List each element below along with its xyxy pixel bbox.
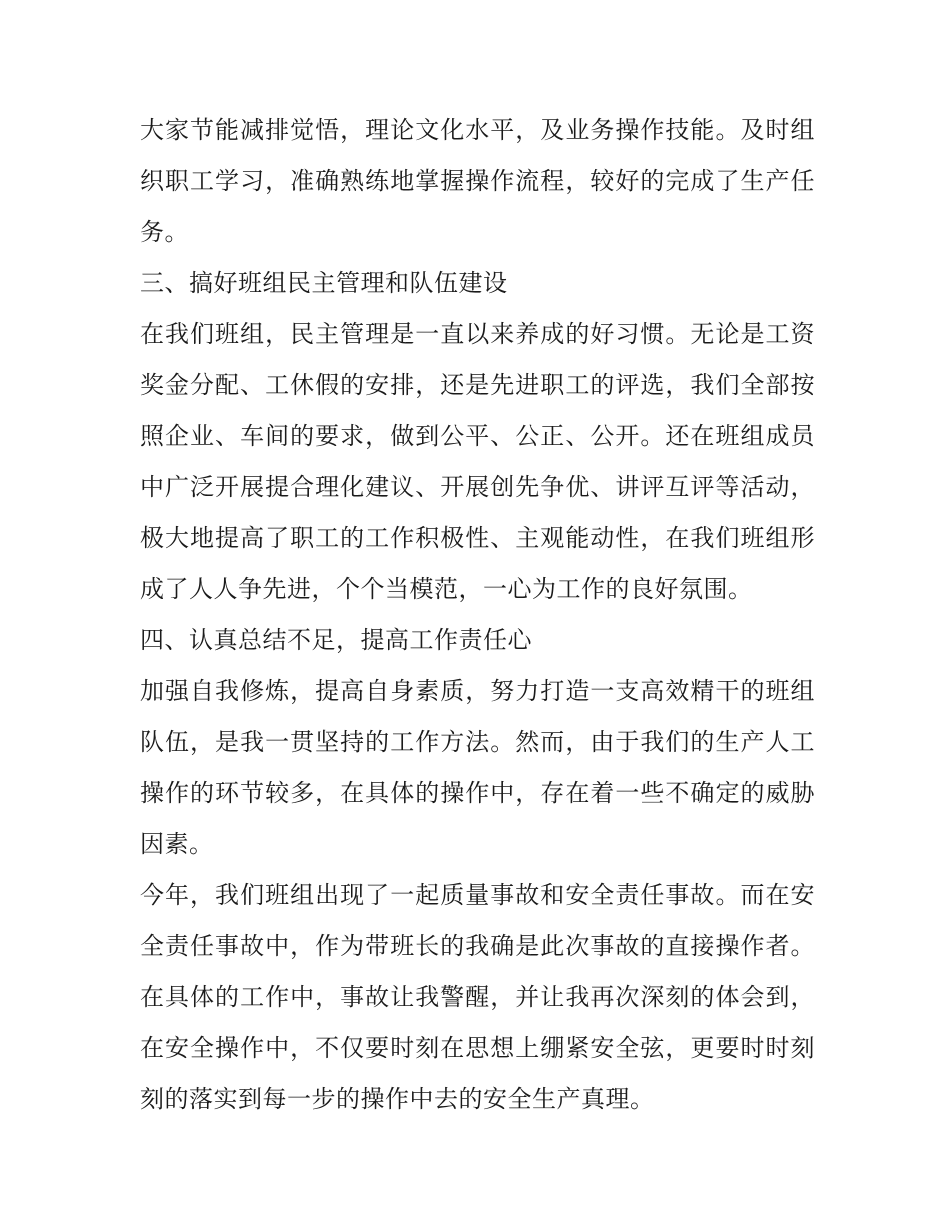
paragraph-self-improvement: 加强自我修炼，提高自身素质，努力打造一支高效精干的班组队伍，是我一贯坚持的工作方法。然而，由于我们的生产人工操作的环节较多，在具体的操作中，存在着一些不确定的威胁因素。 xyxy=(140,677,815,858)
paragraph-accident-reflection: 今年，我们班组出现了一起质量事故和安全责任事故。而在安全责任事故中，作为带班长的我确是此次事故的直接操作者。在具体的工作中，事故让我警醒，并让我再次深刻的体会到，在安全操作中，不仅要时刻在思想上绷紧安全弦，更要时时刻刻的落实到每一步的操作中去的安全生产真理。 xyxy=(140,881,815,1113)
paragraph-democratic-management: 在我们班组，民主管理是一直以来养成的好习惯。无论是工资奖金分配、工休假的安排，还是先进职工的评选，我们全部按照企业、车间的要求，做到公平、公正、公开。还在班组成员中广泛开展提合理化建议、开展创先争优、讲评互评等活动，极大地提高了职工的工作积极性、主观能动性，在我们班组形成了人人争先进，个个当模范，一心为工作的良好氛围。 xyxy=(140,320,815,603)
section-heading-4: 四、认真总结不足，提高工作责任心 xyxy=(140,626,532,654)
paragraph-intro-continued: 大家节能减排觉悟，理论文化水平，及业务操作技能。及时组织职工学习，准确熟练地掌握操作流程，较好的完成了生产任务。 xyxy=(140,116,815,246)
section-heading-3: 三、搞好班组民主管理和队伍建设 xyxy=(140,269,508,297)
document-body xyxy=(140,105,815,1125)
